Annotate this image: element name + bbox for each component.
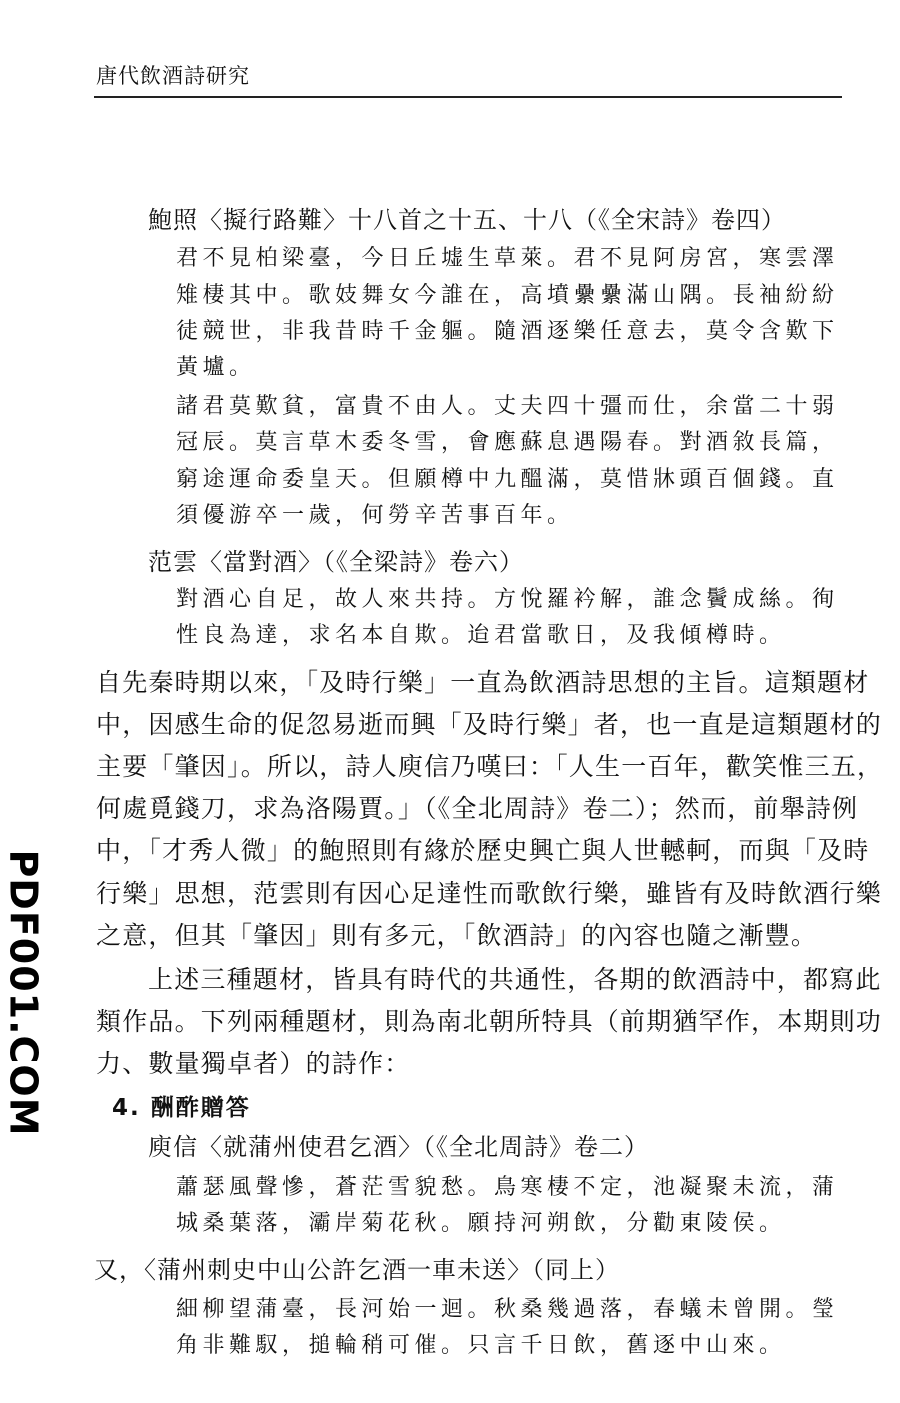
body-line: 中，「才秀人微」的鮑照則有緣於歷史興亡與人世轗軻，而與「及時 — [96, 836, 870, 865]
poem-line: 細柳望蒲臺，長河始一迴。秋桑幾過落，春蟻未曾開。瑩 — [176, 1297, 839, 1322]
poem-line: 蕭瑟風聲慘，蒼茫雪貌愁。鳥寒棲不定，池凝聚未流，蒲 — [176, 1175, 839, 1200]
citation-line: 又，〈蒲州刺史中山公許乞酒一車未送〉（同上） — [94, 1256, 620, 1284]
poem-line: 對酒心自足，故人來共持。方悅羅衿解，誰念鬢成絲。徇 — [176, 587, 839, 612]
poem-line: 徒競世，非我昔時千金軀。隨酒逐樂任意去，莫令含歎下 — [176, 319, 839, 344]
header-rule — [94, 96, 842, 98]
citation-line: 鮑照〈擬行路難〉十八首之十五、十八（《全宋詩》卷四） — [148, 206, 786, 234]
poem-line: 君不見柏梁臺，今日丘墟生草萊。君不見阿房宮，寒雲澤 — [176, 246, 839, 271]
watermark-text: PDF001.COM — [2, 849, 46, 1137]
poem-line: 諸君莫歎貧，富貴不由人。丈夫四十彊而仕，余當二十弱 — [176, 394, 839, 419]
body-line: 何處覓錢刀，求為洛陽賈。」（《全北周詩》卷二）；然而，前舉詩例 — [96, 794, 859, 823]
body-line: 之意，但其「肇因」則有多元，「飲酒詩」的內容也隨之漸豐。 — [96, 921, 818, 950]
poem-line: 角非難馭，搥輪稍可催。只言千日飲，舊逐中山來。 — [176, 1333, 786, 1358]
watermark — [2, 849, 46, 1137]
body-line: 力、數量獨卓者）的詩作： — [96, 1049, 411, 1078]
body-line: 類作品。下列兩種題材，則為南北朝所特具（前期猶罕作，本期則功 — [96, 1007, 883, 1036]
poem-line: 冠辰。莫言草木委冬雪，會應蘇息遇陽春。對酒敘長篇， — [176, 430, 839, 455]
body-line: 行樂」思想，范雲則有因心足達性而歌飲行樂，雖皆有及時飲酒行樂 — [96, 879, 883, 908]
poem-line: 雉棲其中。歌妓舞女今誰在，高墳纍纍滿山隅。長袖紛紛 — [176, 283, 839, 308]
body-line: 中，因感生命的促忽易逝而興「及時行樂」者，也一直是這類題材的 — [96, 710, 883, 739]
poem-line: 性良為達，求名本自欺。迨君當歌日，及我傾樽時。 — [176, 623, 786, 648]
citation-line: 庾信〈就蒲州使君乞酒〉（《全北周詩》卷二） — [148, 1133, 649, 1161]
body-line: 上述三種題材，皆具有時代的共通性，各期的飲酒詩中，都寫此 — [148, 965, 882, 994]
poem-line: 須優游卒一歲，何勞辛苦事百年。 — [176, 503, 574, 528]
poem-line: 黃壚。 — [176, 355, 256, 380]
section-heading: 4. 酬酢贈答 — [112, 1095, 251, 1121]
body-line: 自先秦時期以來，「及時行樂」一直為飲酒詩思想的主旨。這類題材 — [96, 668, 870, 697]
poem-line: 城桑葉落，灞岸菊花秋。願持河朔飲，分勸東陵侯。 — [176, 1211, 786, 1236]
running-header: 唐代飲酒詩研究 — [96, 64, 250, 88]
poem-line: 窮途運命委皇天。但願樽中九醞滿，莫惜牀頭百個錢。直 — [176, 467, 839, 492]
body-line: 主要「肇因」。所以，詩人庾信乃嘆曰：「人生一百年，歡笑惟三五， — [96, 752, 884, 781]
citation-line: 范雲〈當對酒〉（《全梁詩》卷六） — [148, 548, 524, 576]
